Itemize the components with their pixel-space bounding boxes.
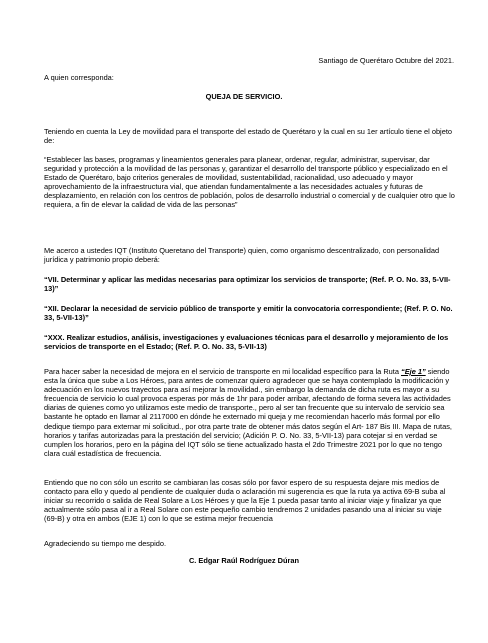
thanks-line: Agradeciendo su tiempo me despido. — [44, 539, 167, 548]
closing-paragraph: Entiendo que no con sólo un escrito se cambiaran las cosas sólo por favor espero de su respuesta dejare mis medios de contacto para ello y quedo al pendiente de cualquier duda o aclaración mi sugerencia es que la ruta ya activa 69-B suba al iniciar su recorrido o salida de Real Solare a Los Héroes y que la Eje 1 pueda pasar tanto al iniciar viaje y finalizar ya que actualmente sólo pasa al ir a Real Solare con este pequeño cambio tendremos 2 unidades pasando una al iniciar su viaje (69-B) y otra en ambos (EJE 1) con lo que se estima mejor frecuencia — [44, 478, 446, 524]
body-text-start: Para hacer saber la necesidad de mejora en el servicio de transporte en mi localidad específico para la Ruta — [44, 367, 402, 376]
letter-greeting: A quien corresponda: — [44, 73, 114, 82]
iqt-paragraph: Me acerco a ustedes IQT (Instituto Queretano del Transporte) quien, como organismo descentralizado, con personalidad jurídica y patrimonio propio deberá: — [44, 246, 440, 265]
intro-paragraph: Teniendo en cuenta la Ley de movilidad para el transporte del estado de Querétaro y la cual en su 1er artículo tiene el objeto de: — [44, 127, 452, 146]
signature: C. Edgar Raúl Rodríguez Dúran — [188, 556, 300, 565]
body-text-rest: siendo esta la única que sube a Los Héroes, para antes de comenzar quiero agradecer que se haya contemplado la modificación y adecuación en los nuevos trayectos para así mejorar la movilidad., sin embargo la demanda de dicha ruta es mayor a su frecuencia de servicio lo cual provoca esperas por más de 1hr para poder arribar, afectando de forma severa las actividades diarias de quienes como yo utilizamos este medio de transporte., pero al ser tan frecuente que su intervalo de servicio sea bastante he optado en llamar al 2117000 en dónde he externado mi queja y me recomiendan hacerlo más formal por ello dedique tiempo para externar mi solicitud., por otra parte trate de obtener más datos según el Art- 187 Bis III. Mapa de rutas, horarios y tarifas autorizadas para la prestación del servicio; (Adición P. O. No. 33, 5-VII-13) para cotejar si en verdad se cumplen los horarios, pero en la página del IQT sólo se tiene actualizado hasta el 2do Trimestre 2021 por lo que no tengo clara cuál estadística de frecuencia. — [44, 367, 452, 458]
point-xii: “XII. Declarar la necesidad de servicio público de transporte y emitir la convocatoria correspondiente; (Ref. P. O. No. 33, 5-VII-13)” — [44, 304, 453, 323]
body-paragraph — [44, 367, 456, 458]
route-name: “Eje 1” — [401, 367, 426, 376]
point-vii: “VII. Determinar y aplicar las medidas necesarias para optimizar los servicios de transporte; (Ref. P. O. No. 33, 5-VII-13)” — [44, 275, 451, 294]
law-quote-paragraph: “Establecer las bases, programas y lineamientos generales para planear, ordenar, regular, administrar, supervisar, dar seguridad y protección a la movilidad de las personas y, garantizar el desarrollo del transporte público y especializado en el Estado de Querétaro, bajo criterios generales de movilidad, sustentabilidad, racionalidad, uso adecuado y mayor aprovechamiento de la infraestructura vial, que atiendan fundamentalmente a las necesidades actuales y futuras de desplazamiento, en relación con los centros de población, polos de desarrollo industrial o comercial y de cualquier otro que lo requiera, a fin de elevar la calidad de vida de las personas” — [44, 155, 455, 210]
letter-title: QUEJA DE SERVICIO. — [205, 92, 283, 101]
letter-date: Santiago de Querétaro Octubre del 2021. — [318, 56, 454, 65]
point-xxx: “XXX. Realizar estudios, análisis, investigaciones y evaluaciones técnicas para el desarrollo y mejoramiento de los servicios de transporte en el Estado; (Ref. P. O. No. 33, 5-VII-13) — [44, 333, 449, 352]
